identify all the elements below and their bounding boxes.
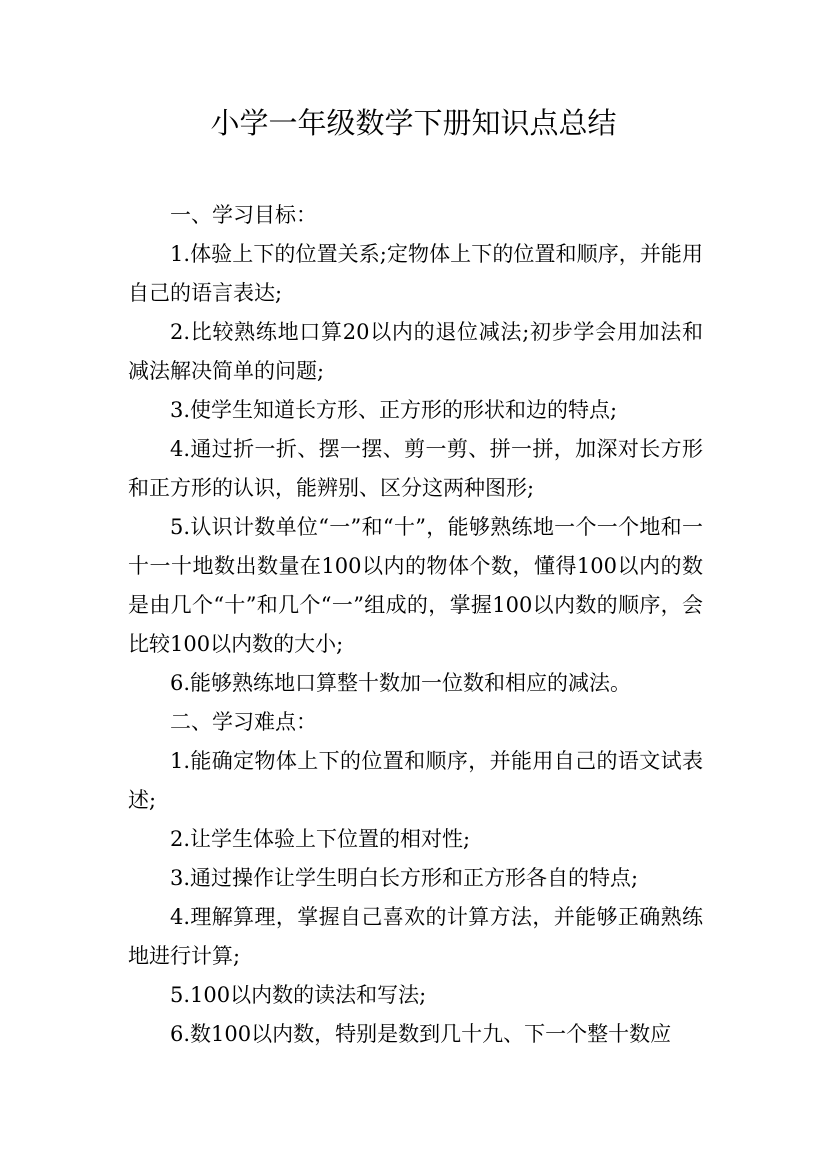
difficulty-item-3: 3.通过操作让学生明白长方形和正方形各自的特点; xyxy=(170,866,639,890)
difficulty-item-4: 4.理解算理，掌握自己喜欢的计算方法，并能够正确熟练地进行计算; xyxy=(128,905,703,968)
difficulty-item-5: 5.100以内数的读法和写法; xyxy=(170,983,427,1007)
heading-learning-difficulties: 二、学习难点： xyxy=(170,710,317,734)
goal-item-1: 1.体验上下的位置关系;定物体上下的位置和顺序，并能用自己的语言表达; xyxy=(128,242,703,305)
document-body xyxy=(128,196,703,1054)
document-title: 小学一年级数学下册知识点总结 xyxy=(210,106,617,140)
goal-item-5: 5.认识计数单位“一”和“十”，能够熟练地一个一个地和一十一十地数出数量在100以内的物体个数，懂得100以内的数是由几个“十”和几个“一”组成的，掌握100以内数的顺序，会比较100以内数的大小; xyxy=(128,515,703,656)
difficulty-item-6: 6.数100以内数，特别是数到几十九、下一个整十数应 xyxy=(170,1022,672,1046)
goal-item-3: 3.使学生知道长方形、正方形的形状和边的特点; xyxy=(170,398,618,422)
goal-item-4: 4.通过折一折、摆一摆、剪一剪、拼一拼，加深对长方形和正方形的认识，能辨别、区分这两种图形; xyxy=(128,437,703,500)
difficulty-item-1: 1.能确定物体上下的位置和顺序，并能用自己的语文试表述; xyxy=(128,749,703,812)
goal-item-6: 6.能够熟练地口算整十数加一位数和相应的减法。 xyxy=(170,671,632,695)
goal-item-2: 2.比较熟练地口算20以内的退位减法;初步学会用加法和减法解决简单的问题; xyxy=(128,320,703,383)
heading-learning-goals: 一、学习目标： xyxy=(170,203,317,227)
difficulty-item-2: 2.让学生体验上下位置的相对性; xyxy=(170,827,471,851)
